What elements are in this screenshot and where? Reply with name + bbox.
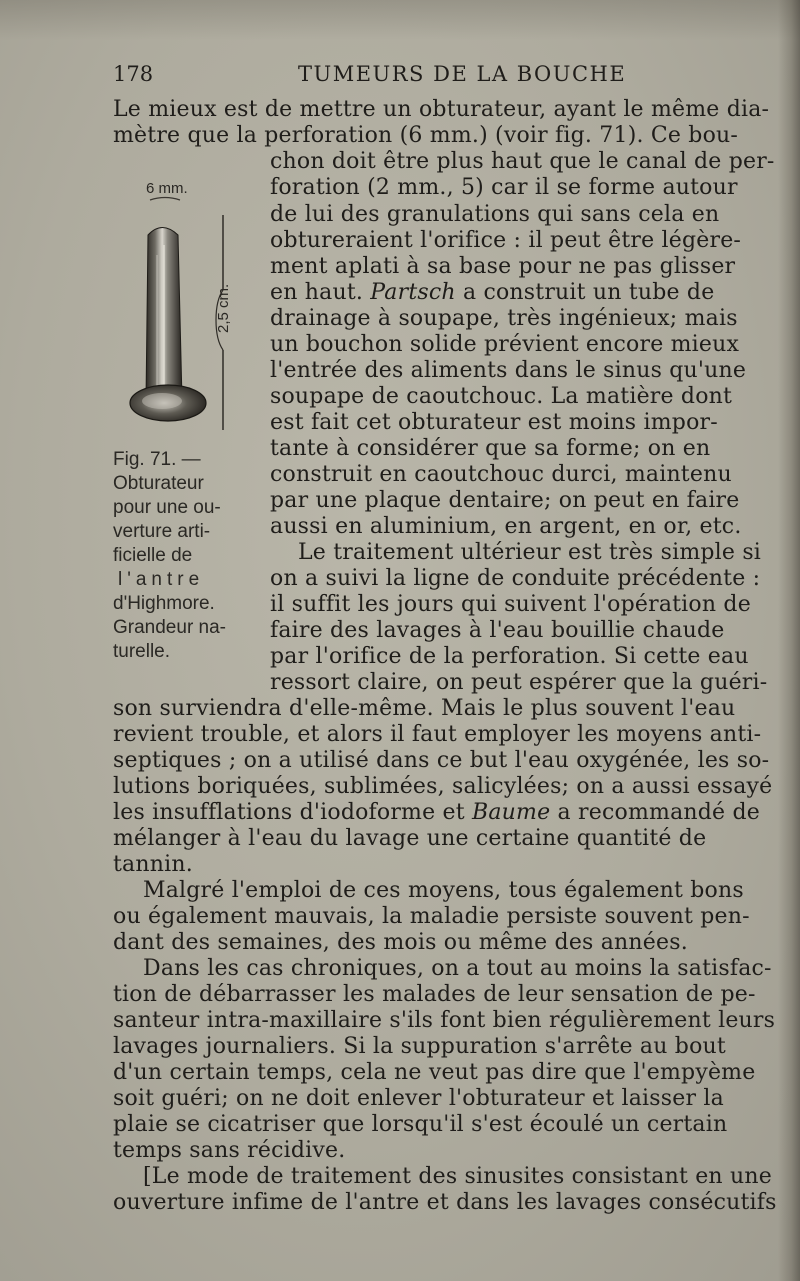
- body-line: temps sans récidive.: [113, 1138, 346, 1163]
- obturator-drawing: [120, 185, 260, 445]
- body-line: les insufflations d'iodoforme et Baume a recommandé de: [113, 800, 760, 825]
- body-line: de lui des granulations qui sans cela en: [270, 202, 720, 227]
- width-brace: [150, 198, 180, 201]
- figure-width-label: 6 mm.: [146, 180, 188, 197]
- page-top-shadow: [0, 0, 800, 40]
- author-name: Baume: [472, 800, 551, 825]
- figure-caption-line: Obturateur: [113, 473, 204, 494]
- running-title: TUMEURS DE LA BOUCHE: [298, 62, 627, 86]
- body-line: il suffit les jours qui suivent l'opération de: [270, 592, 751, 617]
- body-line: un bouchon solide prévient encore mieux: [270, 332, 740, 357]
- body-line: tante à considérer que sa forme; on en: [270, 436, 711, 461]
- figure-caption-line: turelle.: [113, 641, 171, 662]
- page-binding-shadow: [778, 0, 800, 1281]
- body-line: on a suivi la ligne de conduite précédente :: [270, 566, 761, 591]
- body-line: soupape de caoutchouc. La matière dont: [270, 384, 733, 409]
- body-line: ressort claire, on peut espérer que la guéri-: [270, 670, 768, 695]
- figure-caption-line: d'Highmore.: [113, 593, 215, 614]
- body-line: chon doit être plus haut que le canal de per-: [270, 149, 775, 174]
- author-name: Partsch: [370, 280, 456, 305]
- body-line: ment aplati à sa base pour ne pas glisser: [270, 254, 736, 279]
- body-line: par une plaque dentaire; on peut en faire: [270, 488, 740, 513]
- body-line: Malgré l'emploi de ces moyens, tous également bons: [143, 878, 744, 903]
- body-line: mélanger à l'eau du lavage une certaine quantité de: [113, 826, 707, 851]
- body-line: santeur intra-maxillaire s'ils font bien régulièrement leurs: [113, 1008, 776, 1033]
- body-line: Le traitement ultérieur est très simple si: [298, 540, 762, 565]
- body-line: septiques ; on a utilisé dans ce but l'eau oxygénée, les so-: [113, 748, 770, 773]
- body-line: drainage à soupape, très ingénieux; mais: [270, 306, 738, 331]
- figure-caption-line: l'antre: [118, 569, 205, 590]
- figure-height-label: 2,5 cm.: [215, 283, 232, 333]
- body-line: l'entrée des aliments dans le sinus qu'une: [270, 358, 747, 383]
- body-line: lavages journaliers. Si la suppuration s'arrête au bout: [113, 1034, 726, 1059]
- body-line: plaie se cicatriser que lorsqu'il s'est écoulé un certain: [113, 1112, 728, 1137]
- body-line: faire des lavages à l'eau bouillie chaude: [270, 618, 725, 643]
- body-line: par l'orifice de la perforation. Si cette eau: [270, 644, 749, 669]
- body-line: revient trouble, et alors il faut employer les moyens anti-: [113, 722, 762, 747]
- body-line: tion de débarrasser les malades de leur sensation de pe-: [113, 982, 756, 1007]
- body-line: Le mieux est de mettre un obturateur, ayant le même dia-: [113, 97, 770, 122]
- body-line: Dans les cas chroniques, on a tout au moins la satisfac-: [143, 956, 772, 981]
- body-line: d'un certain temps, cela ne veut pas dire que l'empyème: [113, 1060, 756, 1085]
- body-line: [Le mode de traitement des sinusites consistant en une: [143, 1164, 772, 1189]
- figure-caption-line: Fig. 71. —: [113, 449, 201, 470]
- figure-caption-line: Grandeur na-: [113, 617, 227, 638]
- body-line: son surviendra d'elle-même. Mais le plus souvent l'eau: [113, 696, 736, 721]
- body-line: obtureraient l'orifice : il peut être légère-: [270, 228, 742, 253]
- figure-caption-line: verture arti-: [113, 521, 211, 542]
- body-line: construit en caoutchouc durci, maintenu: [270, 462, 732, 487]
- body-line: tannin.: [113, 852, 193, 877]
- body-line: ou également mauvais, la maladie persiste souvent pen-: [113, 904, 750, 929]
- body-line: est fait cet obturateur est moins impor-: [270, 410, 718, 435]
- body-line: ouverture infime de l'antre et dans les lavages consécutifs: [113, 1190, 777, 1215]
- body-line: lutions boriquées, sublimées, salicylées; on a aussi essayé: [113, 774, 773, 799]
- figure-obturator: [120, 180, 260, 445]
- body-line: foration (2 mm., 5) car il se forme autour: [270, 175, 738, 200]
- figure-caption-line: ficielle de: [113, 545, 193, 566]
- figure-caption-line: pour une ou-: [113, 497, 221, 518]
- body-line: en haut. Partsch a construit un tube de: [270, 280, 715, 305]
- body-line: aussi en aluminium, en argent, en or, etc.: [270, 514, 742, 539]
- page-number: 178: [113, 62, 154, 86]
- body-line: dant des semaines, des mois ou même des années.: [113, 930, 688, 955]
- body-line: mètre que la perforation (6 mm.) (voir fig. 71). Ce bou-: [113, 123, 739, 148]
- body-line: soit guéri; on ne doit enlever l'obturateur et laisser la: [113, 1086, 724, 1111]
